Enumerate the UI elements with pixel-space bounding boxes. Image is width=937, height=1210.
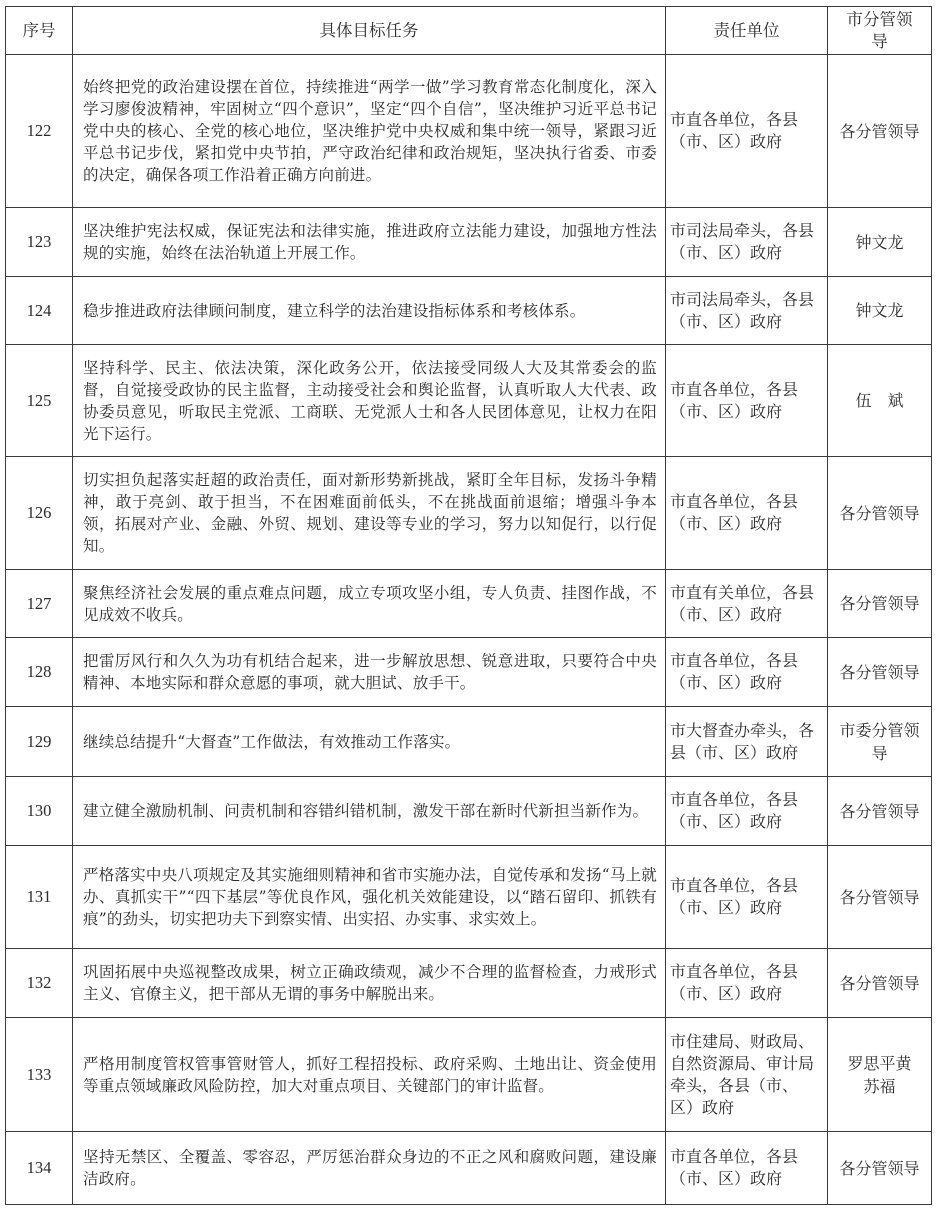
row-task: 把雷厉风行和久久为功有机结合起来，进一步解放思想、锐意进取，只要符合中央精神、本地实际和群众意愿的事项，就大胆试、放手干。 xyxy=(73,638,666,707)
table-row xyxy=(6,55,932,208)
row-leader: 钟文龙 xyxy=(828,208,932,277)
row-task: 继续总结提升“大督查”工作做法，有效推动工作落实。 xyxy=(73,707,666,777)
row-task: 坚持无禁区、全覆盖、零容忍，严厉惩治群众身边的不正之风和腐败问题，建设廉洁政府。 xyxy=(73,1132,666,1205)
row-task: 坚持科学、民主、依法决策，深化政务公开，依法接受同级人大及其常委会的监督，自觉接受政协的民主监督，主动接受社会和舆论监督，认真听取人大代表、政协委员意见，听取民主党派、工商联、无党派人士和各人民团体意见，让权力在阳光下运行。 xyxy=(73,345,666,457)
row-unit: 市直各单位，各县（市、区）政府 xyxy=(666,846,828,949)
table-row xyxy=(6,846,932,949)
row-unit: 市直各单位，各县（市、区）政府 xyxy=(666,1132,828,1205)
row-unit: 市大督查办牵头，各县（市、区）政府 xyxy=(666,707,828,777)
row-unit: 市直有关单位，各县（市、区）政府 xyxy=(666,570,828,638)
row-task: 坚决维护宪法权威，保证宪法和法律实施，推进政府立法能力建设，加强地方性法规的实施，始终在法治轨道上开展工作。 xyxy=(73,208,666,277)
row-number: 124 xyxy=(6,277,73,345)
row-unit: 市直各单位，各县（市、区）政府 xyxy=(666,345,828,457)
table-row xyxy=(6,777,932,846)
table-row xyxy=(6,570,932,638)
table-row xyxy=(6,707,932,777)
row-task: 始终把党的政治建设摆在首位，持续推进“两学一做”学习教育常态化制度化，深入学习廖俊波精神，牢固树立“四个意识”，坚定“四个自信”，坚决维护习近平总书记党中央的核心、全党的核心地位，坚决维护党中央权威和集中统一领导，紧跟习近平总书记步伐，紧扣党中央节拍，严守政治纪律和政治规矩，坚决执行省委、市委的决定，确保各项工作沿着正确方向前进。 xyxy=(73,55,666,208)
row-leader: 各分管领导 xyxy=(828,638,932,707)
row-unit: 市直各单位，各县（市、区）政府 xyxy=(666,638,828,707)
header-seq-text: 序号 xyxy=(22,20,56,40)
target-task-table xyxy=(5,6,932,1205)
table-header-row xyxy=(6,7,932,55)
table-row xyxy=(6,949,932,1018)
row-task: 建立健全激励机制、问责机制和容错纠错机制，激发干部在新时代新担当新作为。 xyxy=(73,777,666,846)
row-number: 130 xyxy=(6,777,73,846)
row-number: 123 xyxy=(6,208,73,277)
row-number: 129 xyxy=(6,707,73,777)
row-task: 切实担负起落实赶超的政治责任，面对新形势新挑战，紧盯全年目标，发扬斗争精神，敢于亮剑、敢于担当，不在困难面前低头，不在挑战面前退缩；增强斗争本领，拓展对产业、金融、外贸、规划、建设等专业的学习，努力以知促行，以行促知。 xyxy=(73,457,666,570)
row-leader: 各分管领导 xyxy=(828,570,932,638)
row-unit: 市住建局、财政局、自然资源局、审计局牵头，各县（市、区）政府 xyxy=(666,1018,828,1132)
row-leader: 钟文龙 xyxy=(828,277,932,345)
row-leader: 各分管领导 xyxy=(828,55,932,208)
row-number: 127 xyxy=(6,570,73,638)
row-number: 132 xyxy=(6,949,73,1018)
table-row xyxy=(6,277,932,345)
row-task: 严格落实中央八项规定及其实施细则精神和省市实施办法，自觉传承和发扬“马上就办、真抓实干”“四下基层”等优良作风，强化机关效能建设，以“踏石留印、抓铁有痕”的劲头，切实把功夫下到察实情、出实招、办实事、求实效上。 xyxy=(73,846,666,949)
row-number: 126 xyxy=(6,457,73,570)
row-task: 聚焦经济社会发展的重点难点问题，成立专项攻坚小组，专人负责、挂图作战，不见成效不收兵。 xyxy=(73,570,666,638)
row-unit: 市直各单位，各县（市、区）政府 xyxy=(666,457,828,570)
header-unit xyxy=(666,7,828,55)
header-leader-text: 市分管领导 xyxy=(846,9,913,51)
row-number: 131 xyxy=(6,846,73,949)
row-unit: 市直各单位，各县（市、区）政府 xyxy=(666,55,828,208)
header-task-text: 具体目标任务 xyxy=(319,20,419,40)
row-task: 巩固拓展中央巡视整改成果，树立正确政绩观，减少不合理的监督检查，力戒形式主义、官僚主义，把干部从无谓的事务中解脱出来。 xyxy=(73,949,666,1018)
table-row xyxy=(6,1132,932,1205)
row-leader: 各分管领导 xyxy=(828,777,932,846)
row-leader: 各分管领导 xyxy=(828,949,932,1018)
row-leader: 各分管领导 xyxy=(828,846,932,949)
table-row xyxy=(6,1018,932,1132)
row-number: 134 xyxy=(6,1132,73,1205)
row-leader: 市委分管领导 xyxy=(828,707,932,777)
header-unit-text: 责任单位 xyxy=(713,20,780,40)
row-leader: 伍 斌 xyxy=(828,345,932,457)
row-unit: 市直各单位，各县（市、区）政府 xyxy=(666,949,828,1018)
header-task xyxy=(73,7,666,55)
row-leader: 各分管领导 xyxy=(828,1132,932,1205)
row-number: 128 xyxy=(6,638,73,707)
row-unit: 市直各单位，各县（市、区）政府 xyxy=(666,777,828,846)
header-leader xyxy=(828,7,932,55)
row-task: 严格用制度管权管事管财管人，抓好工程招投标、政府采购、土地出让、资金使用等重点领域廉政风险防控，加大对重点项目、关键部门的审计监督。 xyxy=(73,1018,666,1132)
row-leader: 罗思平黄苏福 xyxy=(828,1018,932,1132)
table-row xyxy=(6,638,932,707)
table-row xyxy=(6,345,932,457)
row-unit: 市司法局牵头，各县（市、区）政府 xyxy=(666,208,828,277)
row-unit: 市司法局牵头，各县（市、区）政府 xyxy=(666,277,828,345)
header-seq xyxy=(6,7,73,55)
table-row xyxy=(6,208,932,277)
row-number: 122 xyxy=(6,55,73,208)
row-number: 133 xyxy=(6,1018,73,1132)
row-number: 125 xyxy=(6,345,73,457)
table-row xyxy=(6,457,932,570)
row-leader: 各分管领导 xyxy=(828,457,932,570)
row-task: 稳步推进政府法律顾问制度，建立科学的法治建设指标体系和考核体系。 xyxy=(73,277,666,345)
